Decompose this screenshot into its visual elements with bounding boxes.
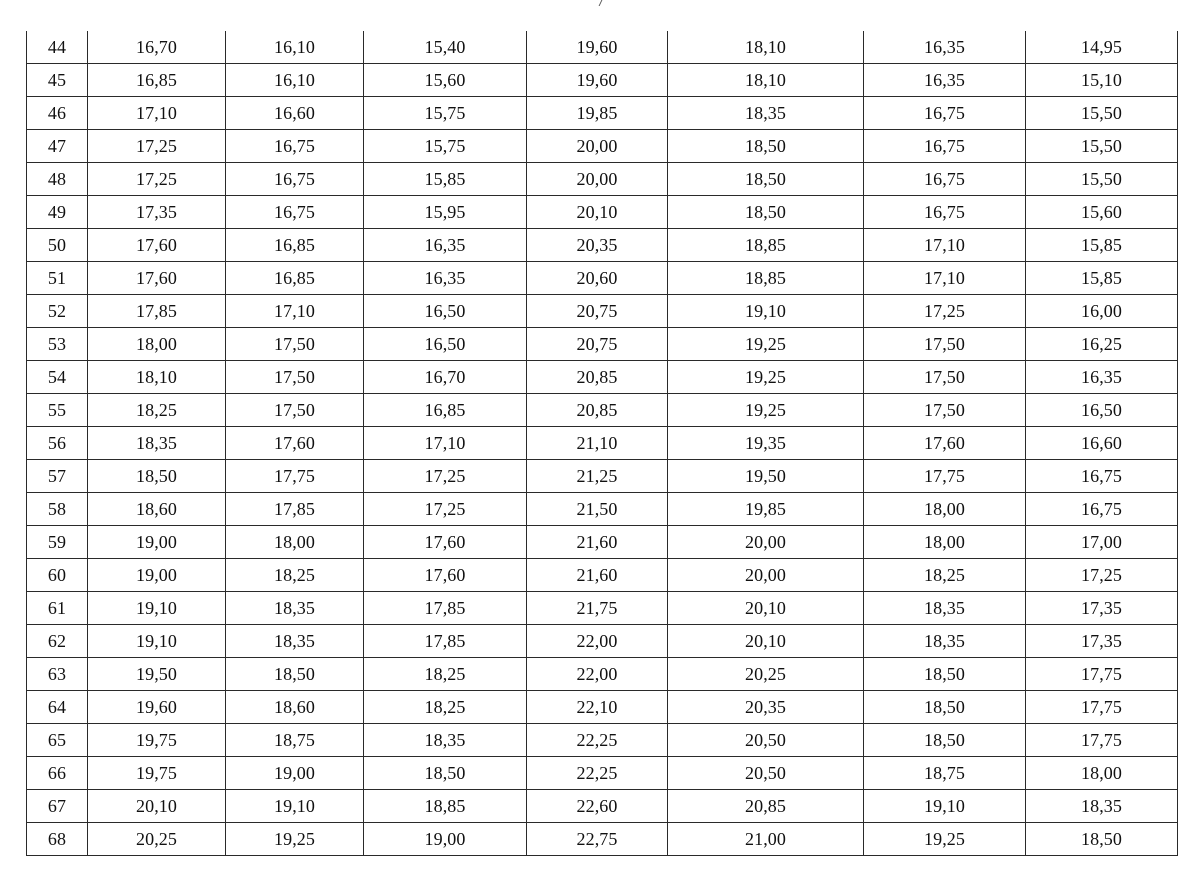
- value-cell-col3: 16,85: [364, 394, 527, 427]
- value-cell-col7: 15,50: [1026, 130, 1178, 163]
- value-cell-col5: 18,35: [668, 97, 864, 130]
- value-cell-col6: 18,50: [864, 658, 1026, 691]
- value-cell-col3: 19,00: [364, 823, 527, 856]
- value-cell-col6: 18,75: [864, 757, 1026, 790]
- value-cell-col3: 17,25: [364, 493, 527, 526]
- value-cell-col6: 18,50: [864, 724, 1026, 757]
- value-cell-col6: 19,25: [864, 823, 1026, 856]
- row-number-cell: 51: [27, 262, 88, 295]
- value-cell-col3: 17,60: [364, 559, 527, 592]
- value-cell-col3: 16,35: [364, 262, 527, 295]
- value-cell-col4: 21,60: [527, 559, 668, 592]
- value-cell-col3: 18,50: [364, 757, 527, 790]
- table-row: [27, 757, 1178, 790]
- value-cell-col1: 16,85: [88, 64, 226, 97]
- value-cell-col5: 18,10: [668, 31, 864, 64]
- value-cell-col7: 15,50: [1026, 163, 1178, 196]
- value-cell-col1: 20,10: [88, 790, 226, 823]
- data-table: [26, 31, 1178, 856]
- value-cell-col4: 19,60: [527, 31, 668, 64]
- value-cell-col7: 17,35: [1026, 625, 1178, 658]
- value-cell-col5: 18,85: [668, 262, 864, 295]
- value-cell-col4: 21,50: [527, 493, 668, 526]
- value-cell-col2: 17,60: [226, 427, 364, 460]
- value-cell-col5: 20,00: [668, 559, 864, 592]
- table-row: [27, 823, 1178, 856]
- value-cell-col3: 17,85: [364, 625, 527, 658]
- value-cell-col2: 19,00: [226, 757, 364, 790]
- table-row: [27, 790, 1178, 823]
- value-cell-col4: 21,10: [527, 427, 668, 460]
- value-cell-col1: 18,25: [88, 394, 226, 427]
- row-number-cell: 67: [27, 790, 88, 823]
- value-cell-col2: 18,35: [226, 592, 364, 625]
- value-cell-col2: 16,85: [226, 262, 364, 295]
- value-cell-col1: 17,60: [88, 262, 226, 295]
- row-number-cell: 56: [27, 427, 88, 460]
- value-cell-col1: 19,00: [88, 559, 226, 592]
- value-cell-col4: 20,85: [527, 361, 668, 394]
- value-cell-col7: 15,50: [1026, 97, 1178, 130]
- value-cell-col6: 18,35: [864, 592, 1026, 625]
- value-cell-col2: 16,60: [226, 97, 364, 130]
- row-number-cell: 61: [27, 592, 88, 625]
- table-row: [27, 229, 1178, 262]
- value-cell-col2: 16,75: [226, 163, 364, 196]
- value-cell-col4: 20,35: [527, 229, 668, 262]
- value-cell-col2: 16,85: [226, 229, 364, 262]
- value-cell-col2: 16,75: [226, 196, 364, 229]
- value-cell-col1: 19,75: [88, 724, 226, 757]
- table-row: [27, 328, 1178, 361]
- value-cell-col7: 17,75: [1026, 724, 1178, 757]
- table-row: [27, 262, 1178, 295]
- value-cell-col6: 18,50: [864, 691, 1026, 724]
- row-number-cell: 59: [27, 526, 88, 559]
- value-cell-col6: 17,50: [864, 394, 1026, 427]
- value-cell-col5: 19,10: [668, 295, 864, 328]
- value-cell-col6: 19,10: [864, 790, 1026, 823]
- value-cell-col5: 18,50: [668, 163, 864, 196]
- value-cell-col5: 20,50: [668, 757, 864, 790]
- value-cell-col3: 15,40: [364, 31, 527, 64]
- value-cell-col5: 19,85: [668, 493, 864, 526]
- value-cell-col1: 17,85: [88, 295, 226, 328]
- value-cell-col1: 18,60: [88, 493, 226, 526]
- value-cell-col4: 22,10: [527, 691, 668, 724]
- table-row: [27, 724, 1178, 757]
- value-cell-col3: 16,35: [364, 229, 527, 262]
- value-cell-col1: 17,60: [88, 229, 226, 262]
- value-cell-col2: 17,50: [226, 361, 364, 394]
- row-number-cell: 60: [27, 559, 88, 592]
- value-cell-col5: 19,25: [668, 394, 864, 427]
- row-number-cell: 57: [27, 460, 88, 493]
- table-row: [27, 625, 1178, 658]
- value-cell-col2: 17,85: [226, 493, 364, 526]
- row-number-cell: 58: [27, 493, 88, 526]
- table-row: [27, 559, 1178, 592]
- value-cell-col5: 20,10: [668, 592, 864, 625]
- row-number-cell: 50: [27, 229, 88, 262]
- value-cell-col2: 17,50: [226, 328, 364, 361]
- value-cell-col6: 17,25: [864, 295, 1026, 328]
- value-cell-col2: 18,50: [226, 658, 364, 691]
- value-cell-col4: 22,00: [527, 625, 668, 658]
- value-cell-col1: 19,10: [88, 625, 226, 658]
- value-cell-col1: 19,10: [88, 592, 226, 625]
- value-cell-col4: 19,60: [527, 64, 668, 97]
- value-cell-col1: 18,00: [88, 328, 226, 361]
- value-cell-col2: 17,75: [226, 460, 364, 493]
- value-cell-col1: 17,25: [88, 163, 226, 196]
- value-cell-col3: 15,60: [364, 64, 527, 97]
- value-cell-col3: 17,25: [364, 460, 527, 493]
- table-row: [27, 394, 1178, 427]
- value-cell-col6: 16,35: [864, 64, 1026, 97]
- value-cell-col5: 20,85: [668, 790, 864, 823]
- value-cell-col3: 15,75: [364, 97, 527, 130]
- value-cell-col1: 18,50: [88, 460, 226, 493]
- value-cell-col4: 20,10: [527, 196, 668, 229]
- value-cell-col7: 18,35: [1026, 790, 1178, 823]
- value-cell-col5: 20,25: [668, 658, 864, 691]
- value-cell-col7: 16,50: [1026, 394, 1178, 427]
- value-cell-col5: 19,25: [668, 328, 864, 361]
- table-row: [27, 97, 1178, 130]
- value-cell-col6: 16,35: [864, 31, 1026, 64]
- value-cell-col6: 17,10: [864, 262, 1026, 295]
- value-cell-col6: 16,75: [864, 163, 1026, 196]
- value-cell-col4: 20,00: [527, 163, 668, 196]
- value-cell-col7: 17,75: [1026, 691, 1178, 724]
- table-row: [27, 526, 1178, 559]
- row-number-cell: 52: [27, 295, 88, 328]
- table-row: [27, 163, 1178, 196]
- value-cell-col4: 20,85: [527, 394, 668, 427]
- row-number-cell: 65: [27, 724, 88, 757]
- row-number-cell: 53: [27, 328, 88, 361]
- row-number-cell: 47: [27, 130, 88, 163]
- value-cell-col4: 21,25: [527, 460, 668, 493]
- value-cell-col2: 18,60: [226, 691, 364, 724]
- value-cell-col6: 18,00: [864, 493, 1026, 526]
- value-cell-col2: 19,25: [226, 823, 364, 856]
- value-cell-col2: 18,25: [226, 559, 364, 592]
- value-cell-col2: 17,50: [226, 394, 364, 427]
- value-cell-col5: 18,10: [668, 64, 864, 97]
- value-cell-col3: 16,70: [364, 361, 527, 394]
- value-cell-col3: 15,85: [364, 163, 527, 196]
- table-row: [27, 130, 1178, 163]
- row-number-cell: 62: [27, 625, 88, 658]
- value-cell-col7: 17,00: [1026, 526, 1178, 559]
- table-row: [27, 592, 1178, 625]
- value-cell-col7: 16,00: [1026, 295, 1178, 328]
- value-cell-col1: 17,35: [88, 196, 226, 229]
- table-row: [27, 460, 1178, 493]
- row-number-cell: 63: [27, 658, 88, 691]
- value-cell-col3: 16,50: [364, 295, 527, 328]
- value-cell-col2: 17,10: [226, 295, 364, 328]
- value-cell-col4: 22,60: [527, 790, 668, 823]
- value-cell-col3: 16,50: [364, 328, 527, 361]
- value-cell-col4: 22,75: [527, 823, 668, 856]
- value-cell-col6: 17,60: [864, 427, 1026, 460]
- value-cell-col7: 15,60: [1026, 196, 1178, 229]
- value-cell-col7: 16,75: [1026, 493, 1178, 526]
- value-cell-col7: 15,85: [1026, 229, 1178, 262]
- row-number-cell: 45: [27, 64, 88, 97]
- value-cell-col4: 22,00: [527, 658, 668, 691]
- value-cell-col7: 16,35: [1026, 361, 1178, 394]
- value-cell-col4: 21,60: [527, 526, 668, 559]
- value-cell-col2: 16,75: [226, 130, 364, 163]
- table-body: [27, 31, 1178, 856]
- value-cell-col7: 16,25: [1026, 328, 1178, 361]
- value-cell-col4: 21,75: [527, 592, 668, 625]
- value-cell-col1: 19,75: [88, 757, 226, 790]
- value-cell-col7: 14,95: [1026, 31, 1178, 64]
- value-cell-col4: 20,75: [527, 295, 668, 328]
- value-cell-col4: 22,25: [527, 757, 668, 790]
- value-cell-col2: 16,10: [226, 64, 364, 97]
- value-cell-col6: 16,75: [864, 130, 1026, 163]
- value-cell-col1: 17,10: [88, 97, 226, 130]
- row-number-cell: 48: [27, 163, 88, 196]
- value-cell-col6: 18,35: [864, 625, 1026, 658]
- value-cell-col2: 18,75: [226, 724, 364, 757]
- value-cell-col7: 16,75: [1026, 460, 1178, 493]
- value-cell-col2: 16,10: [226, 31, 364, 64]
- row-number-cell: 54: [27, 361, 88, 394]
- table-row: [27, 64, 1178, 97]
- value-cell-col7: 17,75: [1026, 658, 1178, 691]
- value-cell-col1: 17,25: [88, 130, 226, 163]
- value-cell-col3: 17,60: [364, 526, 527, 559]
- value-cell-col4: 20,60: [527, 262, 668, 295]
- value-cell-col5: 18,50: [668, 130, 864, 163]
- value-cell-col5: 19,25: [668, 361, 864, 394]
- value-cell-col3: 18,25: [364, 658, 527, 691]
- value-cell-col7: 15,85: [1026, 262, 1178, 295]
- value-cell-col7: 18,50: [1026, 823, 1178, 856]
- table-row: [27, 295, 1178, 328]
- value-cell-col1: 19,60: [88, 691, 226, 724]
- value-cell-col5: 21,00: [668, 823, 864, 856]
- value-cell-col6: 18,25: [864, 559, 1026, 592]
- value-cell-col5: 20,10: [668, 625, 864, 658]
- page-edge-mark: [595, 0, 603, 6]
- value-cell-col1: 20,25: [88, 823, 226, 856]
- value-cell-col7: 17,35: [1026, 592, 1178, 625]
- value-cell-col6: 16,75: [864, 196, 1026, 229]
- value-cell-col7: 17,25: [1026, 559, 1178, 592]
- value-cell-col1: 19,00: [88, 526, 226, 559]
- value-cell-col4: 20,00: [527, 130, 668, 163]
- value-cell-col3: 15,75: [364, 130, 527, 163]
- row-number-cell: 46: [27, 97, 88, 130]
- value-cell-col3: 15,95: [364, 196, 527, 229]
- value-cell-col7: 16,60: [1026, 427, 1178, 460]
- table-row: [27, 196, 1178, 229]
- value-cell-col2: 18,35: [226, 625, 364, 658]
- value-cell-col1: 16,70: [88, 31, 226, 64]
- value-cell-col5: 20,00: [668, 526, 864, 559]
- value-cell-col3: 18,35: [364, 724, 527, 757]
- value-cell-col6: 18,00: [864, 526, 1026, 559]
- table-row: [27, 427, 1178, 460]
- value-cell-col1: 18,10: [88, 361, 226, 394]
- value-cell-col7: 18,00: [1026, 757, 1178, 790]
- value-cell-col4: 22,25: [527, 724, 668, 757]
- row-number-cell: 44: [27, 31, 88, 64]
- value-cell-col7: 15,10: [1026, 64, 1178, 97]
- table-row: [27, 31, 1178, 64]
- row-number-cell: 49: [27, 196, 88, 229]
- row-number-cell: 64: [27, 691, 88, 724]
- value-cell-col6: 17,75: [864, 460, 1026, 493]
- value-cell-col6: 17,50: [864, 361, 1026, 394]
- value-cell-col3: 17,10: [364, 427, 527, 460]
- value-cell-col2: 19,10: [226, 790, 364, 823]
- value-cell-col6: 17,10: [864, 229, 1026, 262]
- value-cell-col6: 16,75: [864, 97, 1026, 130]
- table-row: [27, 361, 1178, 394]
- value-cell-col1: 19,50: [88, 658, 226, 691]
- value-cell-col5: 18,85: [668, 229, 864, 262]
- value-cell-col5: 20,35: [668, 691, 864, 724]
- row-number-cell: 55: [27, 394, 88, 427]
- table-row: [27, 493, 1178, 526]
- value-cell-col3: 17,85: [364, 592, 527, 625]
- value-cell-col4: 19,85: [527, 97, 668, 130]
- table-row: [27, 658, 1178, 691]
- table-row: [27, 691, 1178, 724]
- value-cell-col5: 19,35: [668, 427, 864, 460]
- value-cell-col2: 18,00: [226, 526, 364, 559]
- row-number-cell: 66: [27, 757, 88, 790]
- value-cell-col3: 18,85: [364, 790, 527, 823]
- value-cell-col1: 18,35: [88, 427, 226, 460]
- value-cell-col4: 20,75: [527, 328, 668, 361]
- value-cell-col3: 18,25: [364, 691, 527, 724]
- value-cell-col5: 20,50: [668, 724, 864, 757]
- value-cell-col6: 17,50: [864, 328, 1026, 361]
- value-cell-col5: 19,50: [668, 460, 864, 493]
- value-cell-col5: 18,50: [668, 196, 864, 229]
- row-number-cell: 68: [27, 823, 88, 856]
